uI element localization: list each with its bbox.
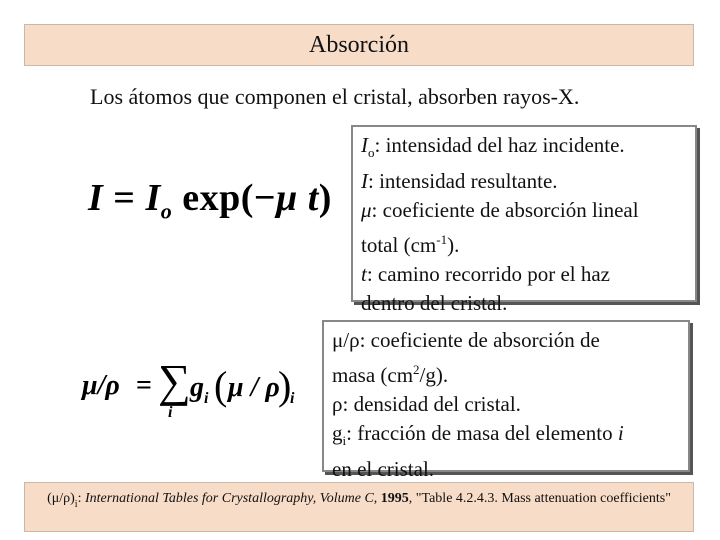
absorption-equation [88, 176, 332, 225]
ref-symbol-sub: i [74, 499, 78, 510]
eq1-mu: μ [276, 177, 298, 219]
def-rho: ρ: densidad del cristal. [332, 392, 521, 416]
sym-I: I [361, 133, 368, 157]
def-mu-unit-pre: total (cm [361, 233, 437, 257]
def-io [361, 131, 687, 167]
eq2-sum-index: i [168, 404, 173, 421]
eq2-open-paren: ( [214, 363, 228, 408]
definitions-box-2 [322, 320, 690, 481]
ref-book-title: International Tables for Crystallography, Volume C [84, 491, 374, 506]
sym-i: i [617, 421, 624, 445]
eq1-lhs: I [88, 177, 104, 219]
ref-symbol: (μ/ρ) [47, 491, 75, 506]
def-gi [332, 419, 680, 455]
eq1-close: ) [318, 177, 332, 219]
sym-mu: μ [361, 198, 372, 222]
def-mu-unit-post: ). [447, 233, 460, 257]
eq1-sub-o: o [160, 198, 173, 224]
reference-footer [24, 482, 694, 532]
eq2-equals: = [136, 370, 152, 401]
ref-year: 1995 [380, 491, 409, 506]
ref-table-name: , "Table 4.2.4.3. Mass attenuation coefficients" [408, 491, 671, 506]
def-mu-rho: μ/ρ: coeficiente de absorción de [332, 328, 600, 352]
def-t-text: : camino recorrido por el haz [366, 262, 610, 286]
def-mu-unit-sup: -1 [436, 232, 448, 247]
unit-post: /g). [419, 363, 449, 387]
eq2-close-paren: ) [278, 363, 292, 408]
def-mu-cont [361, 225, 687, 260]
eq2-inner: μ / ρ [228, 372, 280, 403]
sym-o-sub: o [368, 145, 375, 160]
eq2-mu-rho: μ/ρ [82, 370, 120, 401]
def-mu-rho-unit [332, 355, 680, 390]
def-mu [361, 196, 687, 225]
eq2-g: g [190, 372, 204, 403]
eq2-outer-sub: i [290, 390, 295, 407]
sym-g-sub: i [342, 433, 347, 448]
definitions-box-1 [351, 125, 697, 315]
sym-I2: I [361, 169, 368, 193]
unit-sup: 2 [413, 362, 420, 377]
sym-t: t [361, 262, 367, 286]
ref-comma: , [373, 491, 381, 506]
eq1-t: t [297, 177, 319, 219]
intro-text: Los átomos que componen el cristal, absorben rayos-X. [90, 84, 580, 109]
sym-g: g [332, 421, 343, 445]
slide-title: Absorción [309, 31, 409, 58]
def-gi-cont: en el cristal. [332, 457, 435, 481]
def-i [361, 167, 687, 196]
ref-colon: : [77, 491, 85, 506]
eq2-g-sub: i [204, 390, 209, 407]
def-t [361, 260, 687, 289]
def-gi-text: : fracción de masa del elemento [346, 421, 618, 445]
def-mu-text: : coeficiente de absorción lineal [371, 198, 639, 222]
def-t-cont: dentro del cristal. [361, 291, 508, 315]
def-i-text: : intensidad resultante. [368, 169, 558, 193]
eq2-sigma: ∑ [158, 355, 191, 406]
mass-absorption-equation [82, 355, 302, 430]
eq1-I: I [145, 177, 161, 219]
unit-pre: masa (cm [332, 363, 414, 387]
eq1-equals: = [103, 177, 146, 219]
def-io-text: : intensidad del haz incidente. [374, 133, 625, 157]
eq1-exp: exp(− [172, 177, 277, 219]
title-banner [24, 24, 694, 66]
